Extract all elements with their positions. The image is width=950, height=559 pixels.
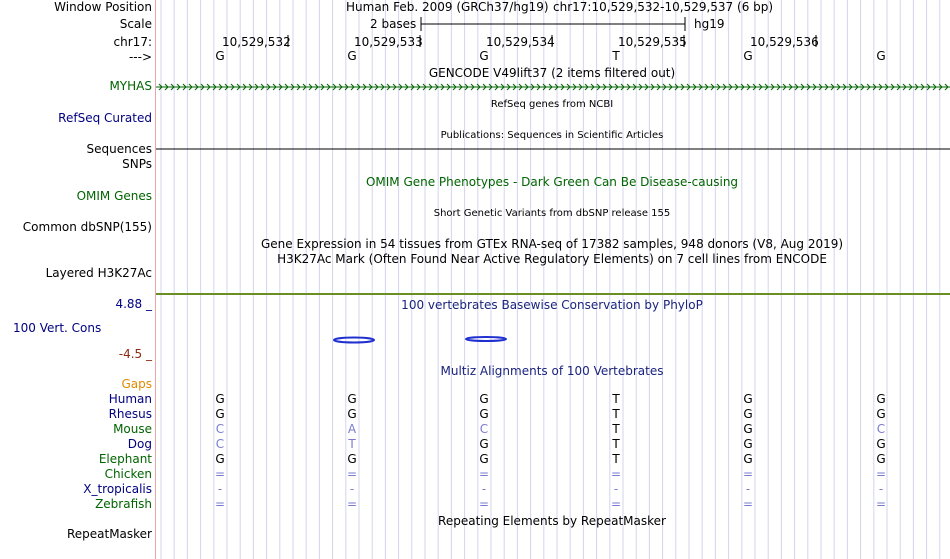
strand-chevron [897, 84, 900, 90]
alignment-base-elephant: G [347, 452, 357, 466]
strand-chevron [891, 84, 894, 90]
alignment-base-x-tropicalis: - [613, 482, 619, 496]
strand-chevron [735, 84, 738, 90]
strand-chevron [537, 84, 540, 90]
species-label-rhesus[interactable]: Rhesus [108, 407, 152, 421]
base-letter: G [743, 49, 753, 63]
strand-chevron [417, 84, 420, 90]
strand-chevron [489, 84, 492, 90]
track-label-common-dbsnp[interactable]: Common dbSNP(155) [22, 220, 152, 234]
strand-chevron [597, 84, 600, 90]
conservation-mark [334, 338, 374, 343]
strand-chevron [453, 84, 456, 90]
alignment-base-elephant: G [876, 452, 886, 466]
alignment-base-chicken: = [346, 467, 358, 481]
strand-chevron [159, 84, 162, 90]
strand-chevron [825, 84, 828, 90]
repeatmasker-track-title[interactable]: Repeating Elements by RepeatMasker [438, 514, 666, 528]
strand-chevron [213, 84, 216, 90]
track-label-column [0, 0, 155, 559]
strand-chevron [519, 84, 522, 90]
strand-chevron [909, 84, 912, 90]
strand-chevron [639, 84, 642, 90]
alignment-base-mouse: T [612, 422, 620, 436]
species-label-dog[interactable]: Dog [127, 437, 152, 451]
strand-chevron [303, 84, 306, 90]
strand-chevron [579, 84, 582, 90]
base-letter: G [876, 49, 886, 63]
strand-chevron [525, 84, 528, 90]
strand-chevron [771, 84, 774, 90]
alignment-base-human: G [876, 392, 886, 406]
strand-chevron [699, 84, 702, 90]
scale-text: 2 bases [370, 17, 417, 31]
assembly-title: Human Feb. 2009 (GRCh37/hg19) [346, 0, 549, 14]
alignment-base-zebrafish: = [742, 497, 754, 511]
strand-chevron [399, 84, 402, 90]
strand-chevron [741, 84, 744, 90]
base-grid [156, 0, 950, 559]
strand-chevron [801, 84, 804, 90]
track-label-repeatmasker[interactable]: RepeatMasker [66, 527, 152, 541]
alignment-base-mouse: C [876, 422, 886, 436]
strand-chevron [885, 84, 888, 90]
strand-chevron [813, 84, 816, 90]
publications-track-title[interactable]: Publications: Sequences in Scientific Articles [440, 130, 664, 141]
alignment-base-dog: G [876, 437, 886, 451]
alignment-base-rhesus: G [215, 407, 225, 421]
alignment-base-x-tropicalis: - [349, 482, 355, 496]
strand-chevron [327, 84, 330, 90]
strand-chevron [183, 84, 186, 90]
alignment-base-zebrafish: = [610, 497, 622, 511]
strand-chevron [921, 84, 924, 90]
gtex-track-title[interactable]: Gene Expression in 54 tissues from GTEx RNA-seq of 17382 samples, 948 donors (V8, Aug 2019) [260, 237, 844, 251]
strand-chevron [237, 84, 240, 90]
alignment-base-rhesus: G [479, 407, 489, 421]
gencode-track-title[interactable]: GENCODE V49lift37 (2 items filtered out) [428, 66, 676, 80]
strand-chevron [861, 84, 864, 90]
strand-chevron [945, 84, 948, 90]
strand-chevron [393, 84, 396, 90]
alignment-base-x-tropicalis: - [878, 482, 884, 496]
strand-chevron [807, 84, 810, 90]
alignment-base-elephant: G [479, 452, 489, 466]
track-label-100-vert-cons[interactable]: 100 Vert. Cons [13, 321, 102, 335]
strand-chevron [501, 84, 504, 90]
alignment-base-dog: C [215, 437, 225, 451]
alignment-base-human: G [347, 392, 357, 406]
base-letter: G [215, 49, 225, 63]
strand-chevron [765, 84, 768, 90]
strand-chevron [555, 84, 558, 90]
strand-chevron [687, 84, 690, 90]
scale-label[interactable]: Scale [119, 17, 152, 31]
strand-chevron [783, 84, 786, 90]
strand-chevron [195, 84, 198, 90]
alignment-base-dog: T [348, 437, 356, 451]
strand-chevron [831, 84, 834, 90]
strand-chevron [531, 84, 534, 90]
strand-chevron [663, 84, 666, 90]
species-label-human[interactable]: Human [108, 392, 152, 406]
strand-chevron [411, 84, 414, 90]
strand-chevron [939, 84, 942, 90]
alignment-base-x-tropicalis: - [217, 482, 223, 496]
strand-chevron [651, 84, 654, 90]
strand-chevron [549, 84, 552, 90]
refseq-track-title[interactable]: RefSeq genes from NCBI [490, 99, 614, 110]
species-label-zebrafish[interactable]: Zebrafish [95, 497, 152, 511]
strand-chevron [933, 84, 936, 90]
strand-chevron [705, 84, 708, 90]
strand-chevron [603, 84, 606, 90]
alignment-base-zebrafish: = [214, 497, 226, 511]
strand-chevron [465, 84, 468, 90]
strand-chevron [819, 84, 822, 90]
strand-chevron [165, 84, 168, 90]
strand-chevron [351, 84, 354, 90]
strand-chevron [615, 84, 618, 90]
base-letter: T [612, 49, 620, 63]
strand-chevron [777, 84, 780, 90]
alignment-base-rhesus: T [612, 407, 620, 421]
strand-chevron [447, 84, 450, 90]
strand-chevron [357, 84, 360, 90]
strand-chevron [657, 84, 660, 90]
strand-chevron [189, 84, 192, 90]
dbsnp-track-title[interactable]: Short Genetic Variants from dbSNP release 155 [433, 208, 671, 219]
strand-chevron [681, 84, 684, 90]
strand-chevron [927, 84, 930, 90]
alignment-base-elephant: G [215, 452, 225, 466]
strand-chevron [747, 84, 750, 90]
strand-chevron [321, 84, 324, 90]
base-letter: G [347, 49, 357, 63]
strand-chevron [843, 84, 846, 90]
alignment-base-human: G [479, 392, 489, 406]
strand-chevron [291, 84, 294, 90]
alignment-base-chicken: = [478, 467, 490, 481]
multiz-track-title[interactable]: Multiz Alignments of 100 Vertebrates [440, 364, 664, 378]
alignment-base-rhesus: G [743, 407, 753, 421]
strand-chevron [423, 84, 426, 90]
strand-chevron [297, 84, 300, 90]
strand-chevron [369, 84, 372, 90]
omim-track-title[interactable]: OMIM Gene Phenotypes - Dark Green Can Be Disease-causing [365, 175, 739, 189]
base-letter: G [479, 49, 489, 63]
strand-chevron [171, 84, 174, 90]
strand-chevron [645, 84, 648, 90]
strand-chevron [693, 84, 696, 90]
strand-chevron [717, 84, 720, 90]
ruler-tick-label: 10,529,534 [486, 35, 555, 49]
alignment-base-mouse: G [743, 422, 753, 436]
alignment-base-x-tropicalis: - [481, 482, 487, 496]
strand-chevron [873, 84, 876, 90]
strand-chevron [285, 84, 288, 90]
phylop-track-title[interactable]: 100 vertebrates Basewise Conservation by PhyloP [401, 298, 703, 312]
strand-chevron [789, 84, 792, 90]
strand-chevron [375, 84, 378, 90]
strand-chevron [609, 84, 612, 90]
species-label-x-tropicalis[interactable]: X_tropicalis [83, 482, 152, 496]
window-position-value: chr17:10,529,532-10,529,537 (6 bp) [553, 0, 774, 14]
alignment-base-rhesus: G [347, 407, 357, 421]
strand-chevron [903, 84, 906, 90]
strand-chevron [459, 84, 462, 90]
alignment-base-chicken: = [875, 467, 887, 481]
strand-chevron [441, 84, 444, 90]
strand-chevron [471, 84, 474, 90]
strand-chevron [429, 84, 432, 90]
alignment-base-zebrafish: = [346, 497, 358, 511]
alignment-base-human: G [743, 392, 753, 406]
track-label-snps[interactable]: SNPs [122, 157, 152, 171]
species-label-elephant[interactable]: Elephant [98, 452, 152, 466]
strand-chevron [255, 84, 258, 90]
track-label-myhas[interactable]: MYHAS [109, 79, 152, 93]
strand-chevron [621, 84, 624, 90]
strand-chevron [381, 84, 384, 90]
track-label-sequences[interactable]: Sequences [86, 142, 152, 156]
strand-chevron [477, 84, 480, 90]
strand-chevron [561, 84, 564, 90]
alignment-base-zebrafish: = [478, 497, 490, 511]
strand-chevron [261, 84, 264, 90]
alignment-base-zebrafish: = [875, 497, 887, 511]
alignment-base-x-tropicalis: - [745, 482, 751, 496]
strand-chevron [339, 84, 342, 90]
track-image-area[interactable] [156, 0, 950, 559]
strand-chevron [567, 84, 570, 90]
strand-chevron [387, 84, 390, 90]
track-label-layered-h3k27ac[interactable]: Layered H3K27Ac [45, 266, 152, 280]
alignment-base-dog: G [743, 437, 753, 451]
strand-chevron [207, 84, 210, 90]
strand-chevron [363, 84, 366, 90]
alignment-base-human: G [215, 392, 225, 406]
alignment-base-dog: T [612, 437, 620, 451]
strand-chevron [669, 84, 672, 90]
strand-chevron [225, 84, 228, 90]
ruler-tick-label: 10,529,536 [750, 35, 819, 49]
strand-chevron [543, 84, 546, 90]
track-label-gaps[interactable]: Gaps [121, 377, 152, 391]
strand-chevron [231, 84, 234, 90]
alignment-base-mouse: C [479, 422, 489, 436]
track-label-omim-genes[interactable]: OMIM Genes [76, 189, 152, 203]
strand-chevron [483, 84, 486, 90]
alignment-base-mouse: C [215, 422, 225, 436]
strand-chevron [435, 84, 438, 90]
strand-chevron [405, 84, 408, 90]
strand-chevron [279, 84, 282, 90]
strand-chevron [315, 84, 318, 90]
strand-chevron [591, 84, 594, 90]
strand-chevron [627, 84, 630, 90]
alignment-base-elephant: T [612, 452, 620, 466]
strand-chevron [753, 84, 756, 90]
strand-chevron [633, 84, 636, 90]
alignment-base-elephant: G [743, 452, 753, 466]
strand-chevron [513, 84, 516, 90]
ruler-tick-label: 10,529,533 [354, 35, 423, 49]
alignment-base-human: T [612, 392, 620, 406]
strand-chevron [729, 84, 732, 90]
chromosome-label[interactable]: chr17: [113, 35, 152, 49]
species-label-chicken[interactable]: Chicken [104, 467, 152, 481]
strand-chevron [495, 84, 498, 90]
strand-chevron [309, 84, 312, 90]
alignment-base-chicken: = [742, 467, 754, 481]
strand-chevron [267, 84, 270, 90]
alignment-base-rhesus: G [876, 407, 886, 421]
conservation-mark [466, 337, 506, 341]
strand-chevron [249, 84, 252, 90]
track-label-refseq-curated[interactable]: RefSeq Curated [58, 111, 152, 125]
strand-chevron [837, 84, 840, 90]
species-label-mouse[interactable]: Mouse [113, 422, 152, 436]
strand-chevron [507, 84, 510, 90]
strand-chevron [759, 84, 762, 90]
strand-chevron [675, 84, 678, 90]
strand-chevron [273, 84, 276, 90]
strand-chevron [795, 84, 798, 90]
window-position-label: Window Position [54, 0, 152, 14]
strand-chevron [333, 84, 336, 90]
strand-chevron [345, 84, 348, 90]
strand-chevron [177, 84, 180, 90]
strand-chevron [723, 84, 726, 90]
alignment-base-mouse: A [347, 422, 357, 436]
alignment-base-dog: G [479, 437, 489, 451]
strand-chevron [201, 84, 204, 90]
strand-chevron [711, 84, 714, 90]
alignment-base-chicken: = [214, 467, 226, 481]
scale-db: hg19 [694, 17, 725, 31]
phylop-max-label: 4.88 _ [115, 297, 152, 311]
strand-chevron [243, 84, 246, 90]
strand-chevron [219, 84, 222, 90]
h3k27ac-track-title[interactable]: H3K27Ac Mark (Often Found Near Active Regulatory Elements) on 7 cell lines from ENCODE [277, 252, 827, 266]
phylop-min-label: -4.5 _ [118, 347, 152, 361]
strand-chevron [849, 84, 852, 90]
myhas-strand-chevrons [159, 84, 948, 90]
ruler-tick-label: 10,529,535 [618, 35, 687, 49]
strand-toggle[interactable]: ---> [128, 50, 152, 64]
ruler-tick-label: 10,529,532 [222, 35, 291, 49]
strand-chevron [585, 84, 588, 90]
strand-chevron [855, 84, 858, 90]
strand-chevron [879, 84, 882, 90]
strand-chevron [915, 84, 918, 90]
alignment-base-chicken: = [610, 467, 622, 481]
strand-chevron [573, 84, 576, 90]
strand-chevron [867, 84, 870, 90]
